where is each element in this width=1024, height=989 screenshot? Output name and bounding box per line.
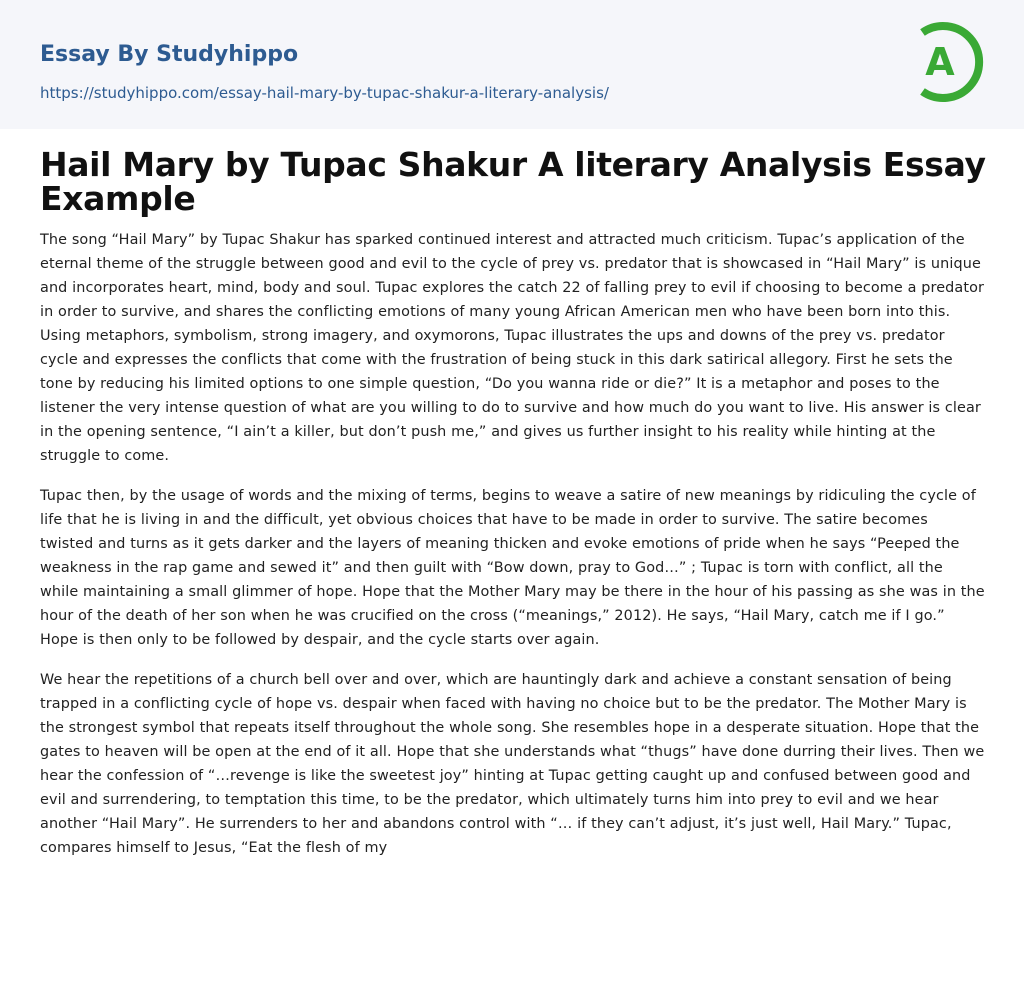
studyhippo-logo-icon[interactable] xyxy=(913,19,987,105)
logo-letter: A xyxy=(925,40,955,84)
paragraph: The song “Hail Mary” by Tupac Shakur has sparked continued interest and attracted much criticism. Tupac’s application of the eternal theme of the struggle between good and evil to the cycle of prey vs. predator that is showcased in “Hail Mary” is unique and incorporates heart, mind, body and soul. Tupac explores the catch 22 of falling prey to evil if choosing to become a predator in order to survive, and shares the conflicting emotions of many young African American men who have been born into this. Using metaphors, symbolism, strong imagery, and oxymorons, Tupac illustrates the ups and downs of the prey vs. predator cycle and expresses the conflicts that come with the frustration of being stuck in this dark satirical allegory. First he sets the tone by reducing his limited options to one simple question, “Do you wanna ride or die?” It is a metaphor and poses to the listener the very intense question of what are you willing to do to survive and how much do you want to live. His answer is clear in the opening sentence, “I ain’t a killer, but don’t push me,” and gives us further insight to his reality while hinting at the struggle to come. xyxy=(40,232,985,464)
source-url-link[interactable]: https://studyhippo.com/essay-hail-mary-by-tupac-shakur-a-literary-analysis/ xyxy=(40,84,609,102)
paragraph: Tupac then, by the usage of words and the mixing of terms, begins to weave a satire of new meanings by ridiculing the cycle of life that he is living in and the difficult, yet obvious choices that have to be made in order to survive. The satire becomes twisted and turns as it gets darker and the layers of meaning thicken and evoke emotions of pride when he says “Peeped the weakness in the rap game and sewed it” and then guilt with “Bow down, pray to God…” ; Tupac is torn with conflict, all the while maintaining a small glimmer of hope. Hope that the Mother Mary may be there in the hour of his passing as she was in the hour of the death of her son when he was crucified on the cross (“meanings,” 2012). He says, “Hail Mary, catch me if I go.” Hope is then only to be followed by despair, and the cycle starts over again. xyxy=(40,488,985,648)
paragraph: We hear the repetitions of a church bell over and over, which are hauntingly dark and achieve a constant sensation of being trapped in a conflicting cycle of hope vs. despair when faced with having no choice but to be the predator. The Mother Mary is the strongest symbol that repeats itself throughout the whole song. She resembles hope in a desperate situation. Hope that the gates to heaven will be open at the end of it all. Hope that she understands what “thugs” have done durring their lives. Then we hear the confession of “…revenge is like the sweetest joy” hinting at Tupac getting caught up and confused between good and evil and surrendering, to temptation this time, to be the predator, which ultimately turns him into prey to evil and we hear another “Hail Mary”. He surrenders to her and abandons control with “… if they can’t adjust, it’s just well, Hail Mary.” Tupac, compares himself to Jesus, “Eat the flesh of my xyxy=(40,672,985,856)
article-title: Hail Mary by Tupac Shakur A literary Analysis Essay Example xyxy=(40,145,986,218)
site-header xyxy=(0,0,1024,129)
article-body xyxy=(40,228,985,876)
site-brand[interactable]: Essay By Studyhippo xyxy=(40,42,299,67)
